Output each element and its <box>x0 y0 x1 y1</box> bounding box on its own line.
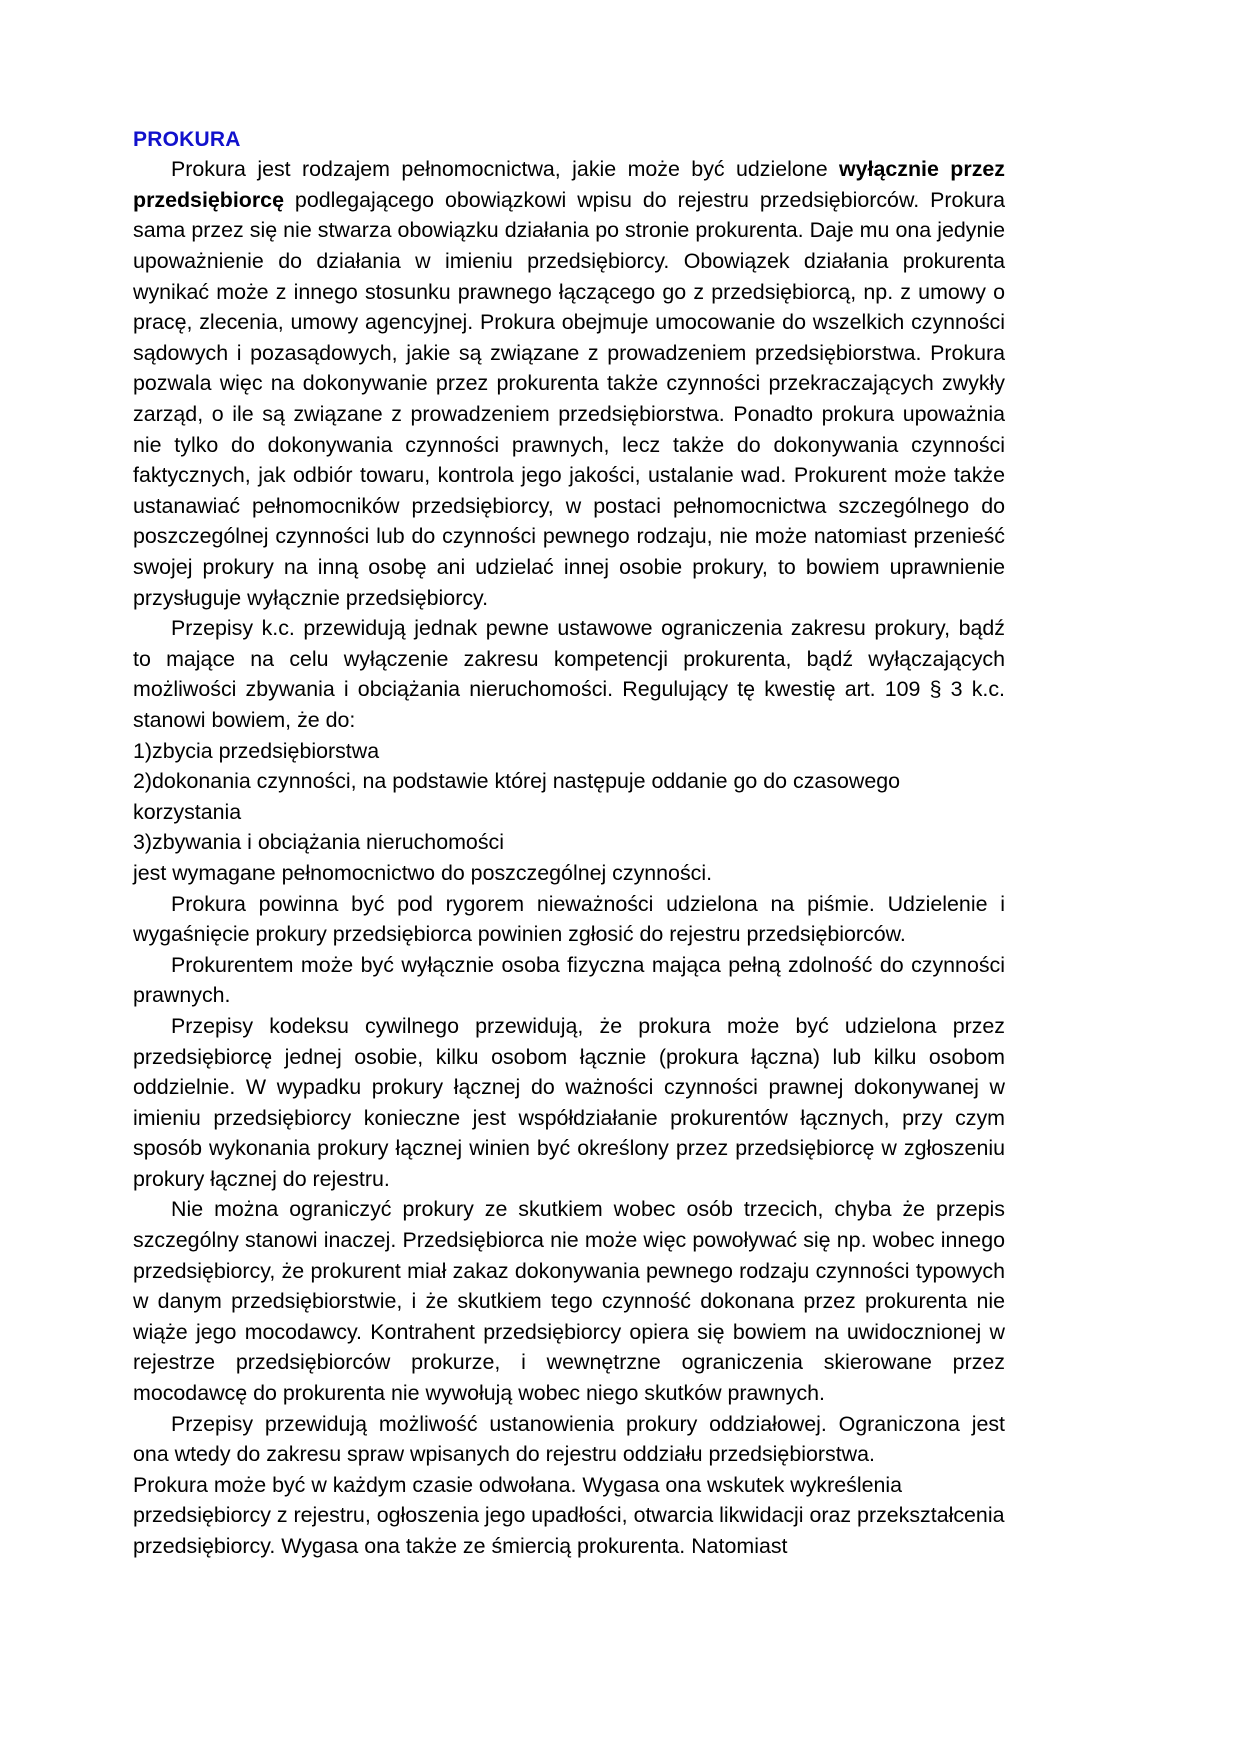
list-item: 2)dokonania czynności, na podstawie której następuje oddanie go do czasowego korzystania <box>133 769 901 824</box>
paragraph-third-parties: Nie można ograniczyć prokury ze skutkiem wobec osób trzecich, chyba że przepis szczególny stanowi inaczej. Przedsiębiorca nie może więc powoływać się np. wobec innego przedsiębiorcy, że prokurent miał zakaz dokonywania pewnego rodzaju czynności typowych w danym przedsiębiorstwie, i że skutkiem tego czynność dokonana przez prokurenta nie wiąże jego mocodawcy. Kontrahent przedsiębiorcy opiera się bowiem na uwidocznionej w rejestrze przedsiębiorców prokurze, i wewnętrzne ograniczenia skierowane przez mocodawcę do prokurenta nie wywołują wobec niego skutków prawnych. <box>133 1197 1005 1406</box>
paragraph-intro <box>133 154 1005 613</box>
paragraph-branch-prokura: Przepisy przewidują możliwość ustanowienia prokury oddziałowej. Ograniczona jest ona wtedy do zakresu spraw wpisanych do rejestru oddziału przedsiębiorstwa. <box>133 1411 1005 1467</box>
paragraph-joint-prokura: Przepisy kodeksu cywilnego przewidują, że prokura może być udzielona przez przedsiębiorcę jednej osobie, kilku osobom łącznie (prokura łączna) lub kilku osobom oddzielnie. W wypadku prokury łącznej do ważności czynności prawnej dokonywanej w imieniu przedsiębiorcy konieczne jest współdziałanie prokurentów łącznych, przy czym sposób wykonania prokury łącznej winien być określony przez przedsiębiorcę w zgłoszeniu prokury łącznej do rejestru. <box>133 1013 1005 1191</box>
list-item: 1)zbycia przedsiębiorstwa <box>133 738 380 763</box>
paragraph-revocation: Prokura może być w każdym czasie odwołana. Wygasa ona wskutek wykreślenia przedsiębiorcy z rejestru, ogłoszenia jego upadłości, otwarcia likwidacji oraz przekształcenia przedsiębiorcy. Wygasa ona także ze śmiercią prokurenta. Natomiast <box>133 1472 1005 1559</box>
page-title: PROKURA <box>133 128 241 151</box>
list-item: 3)zbywania i obciążania nieruchomości <box>133 830 504 855</box>
paragraph-limits: Przepisy k.c. przewidują jednak pewne ustawowe ograniczenia zakresu prokury, bądź to mające na celu wyłączenie zakresu kompetencji prokurenta, bądź wyłączających możliwości zbywania i obciążania nieruchomości. Regulujący tę kwestię art. 109 § 3 k.c. stanowi bowiem, że do: <box>133 616 1005 732</box>
paragraph-intro-part2: podlegającego obowiązkowi wpisu do rejestru przedsiębiorców. Prokura sama przez się nie stwarza obowiązku działania po stronie prokurenta. Daje mu ona jedynie upoważnienie do działania w imieniu przedsiębiorcy. Obowiązek działania prokurenta wynikać może z innego stosunku prawnego łączącego go z przedsiębiorcą, np. z umowy o pracę, zlecenia, umowy agencyjnej. Prokura obejmuje umocowanie do wszelkich czynności sądowych i pozasądowych, jakie są związane z prowadzeniem przedsiębiorstwa. Prokura pozwala więc na dokonywanie przez prokurenta także czynności przekraczających zwykły zarząd, o ile są związane z prowadzeniem przedsiębiorstwa. Ponadto prokura upoważnia nie tylko do dokonywania czynności prawnych, lecz także do dokonywania czynności faktycznych, jak odbiór towaru, kontrola jego jakości, ustalanie wad. Prokurent może także ustanawiać pełnomocników przedsiębiorcy, w postaci pełnomocnictwa szczególnego do poszczególnej czynności lub do czynności pewnego rodzaju, nie może natomiast przenieść swojej prokury na inną osobę ani udzielać innej osobie prokury, to bowiem uprawnienie przysługuje wyłącznie przedsiębiorcy. <box>133 187 1005 610</box>
paragraph-intro-part1: Prokura jest rodzajem pełnomocnictwa, jakie może być udzielone <box>171 157 840 182</box>
list-closing-line: jest wymagane pełnomocnictwo do poszczególnej czynności. <box>133 860 713 885</box>
paragraph-written-form: Prokura powinna być pod rygorem nieważności udzielona na piśmie. Udzielenie i wygaśnięcie prokury przedsiębiorca powinien zgłosić do rejestru przedsiębiorców. <box>133 891 1005 947</box>
paragraph-who-can-be-prokurent: Prokurentem może być wyłącznie osoba fizyczna mająca pełną zdolność do czynności prawnych. <box>133 952 1005 1008</box>
document-body <box>133 126 1005 1562</box>
paragraph-intro-emphasis: wyłącznie przez przedsiębiorcę <box>133 157 1005 212</box>
